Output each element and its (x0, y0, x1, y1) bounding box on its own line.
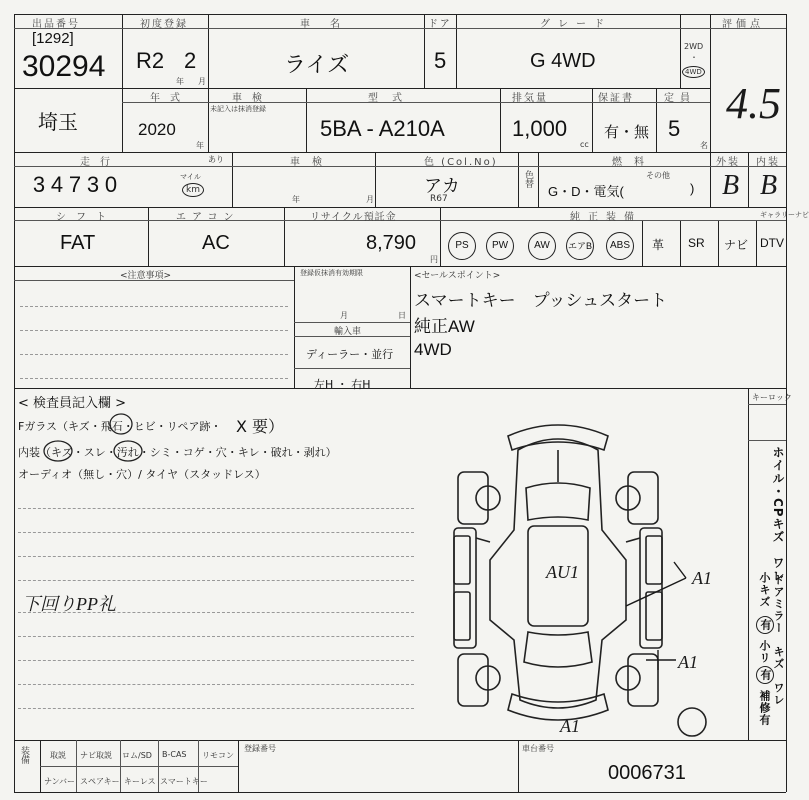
ac: AC (202, 232, 230, 254)
2wd-label: 2WD (684, 42, 704, 51)
inspector-title: < 検査員記入欄 > (18, 396, 127, 411)
equipment-label: 純正装備 (570, 212, 642, 223)
recycle-label: リサイクル預託金 (310, 212, 397, 223)
type-label: 型式 (368, 93, 416, 104)
car-name-label: 車名 (300, 19, 360, 30)
exterior-label: 外装 (716, 157, 740, 168)
inspection-note: 未記入は抹消登録 (210, 105, 266, 113)
mileage-label: 走行 (80, 157, 120, 168)
chassis-number: 0006731 (608, 762, 686, 784)
damage-mark-a1-rear: A1 (678, 652, 698, 672)
equip-abs: ABS (606, 232, 634, 260)
equip-leather: 革 (652, 238, 665, 252)
damage-mark-a1-bottom: A1 (560, 716, 580, 736)
car-name: ライズ (284, 52, 350, 77)
model-code: 5BA - A210A (320, 116, 445, 141)
equip-airbag: エアB (566, 232, 594, 260)
fuel: G・D・電気( (548, 184, 624, 199)
warranty: 有・無 (604, 124, 650, 141)
x-mark: X 要） (236, 417, 285, 436)
color-code: R67 (430, 194, 448, 204)
chassis-label: 車台番号 (522, 744, 554, 753)
sales-point-3: 4WD (414, 340, 452, 359)
km-circled: km (182, 183, 204, 197)
door-label: ドア (428, 19, 452, 30)
damage-mark-au1: AU1 (546, 562, 579, 582)
equip-sunroof: SR (688, 236, 705, 250)
recycle: 8,790 (366, 232, 417, 254)
score-label: 評価点 (722, 19, 764, 30)
bracket-number: [1292] (32, 30, 74, 47)
mileage-digits: 3 4 7 3 0 (32, 172, 118, 197)
equip-pw: PW (486, 232, 514, 260)
import-label: 輸入車 (334, 327, 362, 337)
inspector-line-interior: 内装（キズ・スレ・汚れ・シミ・コゲ・穴・キレ・破れ・剥れ） (18, 446, 337, 459)
model-year: 2020 (138, 120, 176, 139)
reg-number-label: 登録番号 (244, 744, 276, 753)
dealer-parallel: ディーラー・並行 (306, 348, 394, 361)
sales-point-1: スマートキー プッシュスタート (414, 291, 668, 310)
reg-expiry-label: 登録仮抹消有効期限 (300, 269, 363, 277)
inspector-line-audio: オーディオ（無し・穴）/ タイヤ（スタッドレス） (18, 468, 266, 481)
equipment-footer-label: 装備 (19, 746, 29, 764)
color: アカ (424, 176, 460, 196)
4wd-circled: 4WD (682, 66, 705, 78)
displacement: 1,000 (512, 116, 568, 141)
inspection-sheet: 出品番号 [1292] 30294 初度登録 R2 2 年 月 車名 ライズ ドア 5 グレード G 4WD 2WD ・ 4WD 評価点 4.5 埼玉 年式 2020 年 車検 未記入は抹消登録 型式 5BA - A210A 排気量 1,000 cc 保証書 有・無 定員 5 名 走行 あり 3 4 7 3 0 マイル km 車検 年 月 色 (Col.No) アカ R67 色替 燃料 G・D・電気( その他 ) 外装 内装 B B シフト FAT エアコン AC リサイクル預託金 8,790 円 純正装備 ギャラリーナビ PS PW AW エアB ABS 革 SR ナビ DTV <注意事項> 登録仮抹消有効期限 月 日 輸入車 ディーラー・並行 左H ・ 右H <セールスポイント> スマートキー プッシュスタート 純正AW 4WD < 検査員記入欄 > Fガラス（キズ・飛石・ヒビ・リペア跡・ X 要） 内装（キズ・スレ・汚れ・シミ・コゲ・穴・キレ・破れ・剥れ） オーディオ（無し・穴）/ タイヤ（スタッドレス） 下回りPP礼 キーロック AU1 A1 A1 A1 ホイル・CPキズ ワレ 小キズ 有 ドアミラー キズ ワレ 小リ 有 補修有 装備 取説 ナビ取説 ロム/SD B-CAS リモコン ナンバー スペアキー キーレス スマートキー 登録番号 車台番号 0006731 (0, 0, 800, 800)
legend-wheel: ホイル・CPキズ ワレ (771, 446, 785, 583)
sales-points-label: <セールスポイント> (414, 271, 501, 281)
sales-point-2: 純正AW (414, 317, 475, 336)
equip-aw: AW (528, 232, 556, 260)
grade: G 4WD (530, 50, 596, 72)
repaint-label: 色替 (523, 170, 533, 188)
shift-label: シフト (56, 212, 116, 223)
legend-circled-a: 有 (756, 616, 774, 634)
inspector-line-glass: Fガラス（キズ・飛石・ヒビ・リペア跡・ (18, 420, 222, 433)
exterior-grade: B (722, 170, 740, 201)
warranty-label: 保証書 (598, 93, 634, 104)
inspection-label: 車検 (232, 93, 272, 104)
displacement-label: 排気量 (512, 93, 548, 104)
interior-grade: B (760, 170, 778, 201)
keylock-label: キーロック (752, 393, 792, 402)
handle-side: 左H ・ 右H (314, 378, 371, 391)
mile-label: マイル (180, 173, 201, 181)
equip-navi: ナビ (724, 238, 749, 252)
shift: FAT (60, 232, 96, 254)
equip-ps: PS (448, 232, 476, 260)
damage-mark-a1-side: A1 (692, 568, 712, 588)
equip-dtv: DTV (760, 236, 784, 250)
interior-label: 内装 (756, 157, 780, 168)
capacity-label: 定員 (664, 93, 696, 104)
model-year-label: 年式 (150, 93, 190, 104)
first-reg-era: R2 (136, 48, 165, 73)
first-reg-month: 2 (184, 48, 197, 73)
first-reg-label: 初度登録 (140, 19, 188, 30)
shaken-label: 車検 (290, 157, 334, 168)
region: 埼玉 (38, 112, 78, 134)
lot-number: 30294 (22, 50, 106, 83)
lot-label: 出品番号 (32, 19, 80, 30)
doors: 5 (434, 48, 447, 73)
legend-repaired: 補修有 (758, 690, 771, 726)
ac-label: エアコン (176, 212, 240, 223)
handwritten-note: 下回りPP礼 (22, 594, 116, 614)
grade-label: グレード (540, 19, 612, 30)
legend-mirror: ドアミラー キズ ワレ (772, 574, 785, 706)
color-label: 色 (Col.No) (424, 157, 498, 168)
score-value: 4.5 (726, 79, 781, 128)
caution-label: <注意事項> (120, 271, 172, 281)
fuel-label: 燃料 (612, 157, 656, 168)
legend-circled-b: 有 (756, 666, 774, 684)
capacity: 5 (668, 116, 681, 141)
